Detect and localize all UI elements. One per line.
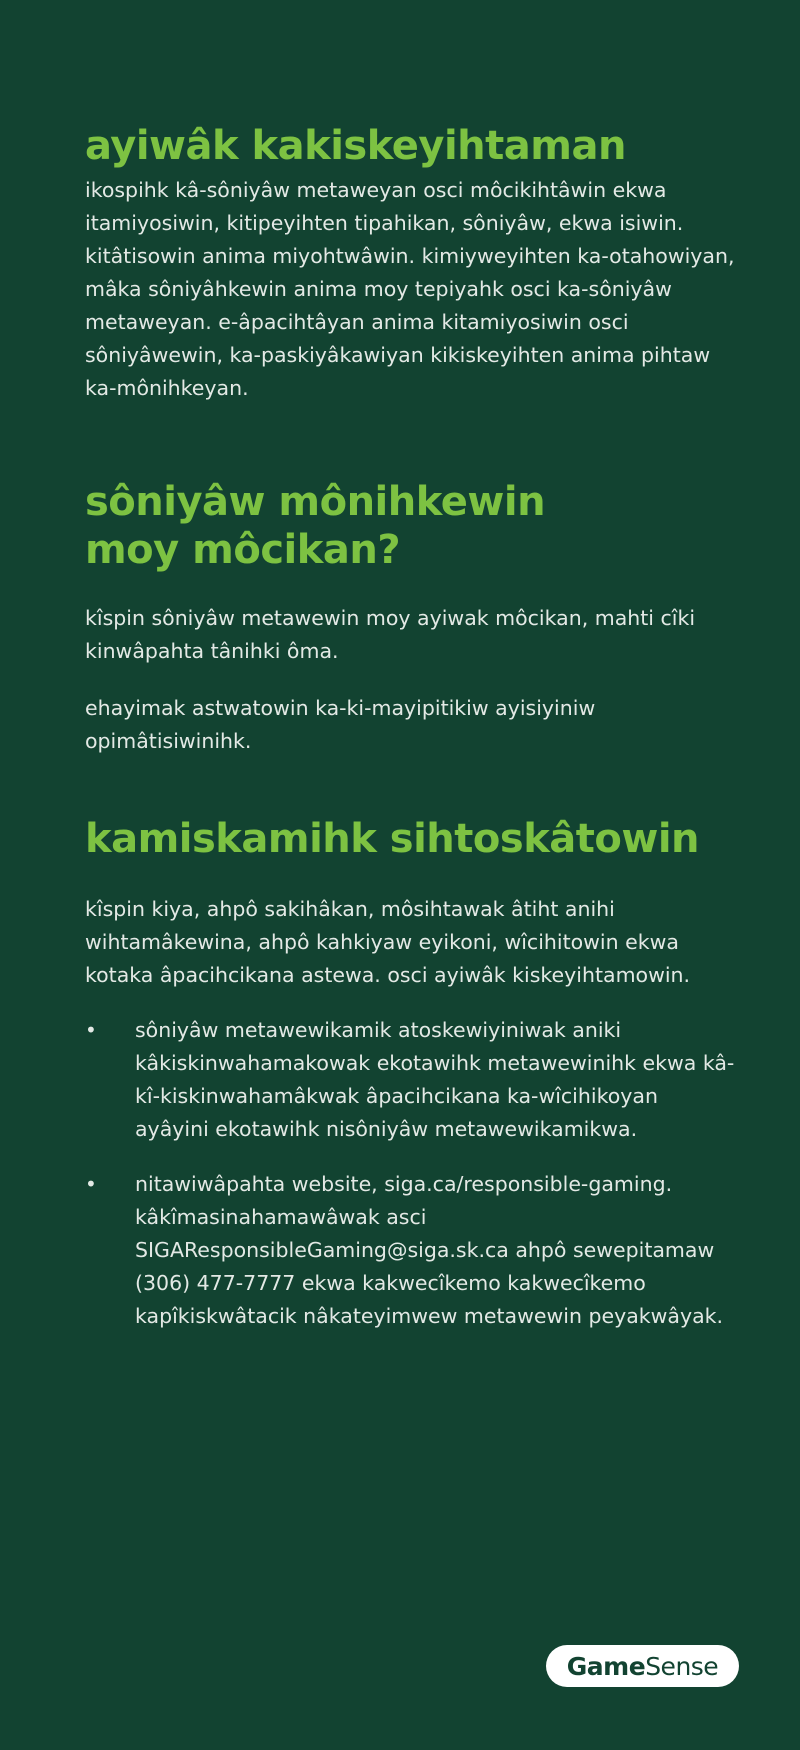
section-heading [85,478,735,574]
list-item-text: nitawiwâpahta website, siga.ca/responsible-gaming. kâkîmasinahamawâwak asci SIGAResponsibleGaming@siga.sk.ca ahpô sewepitamaw (306) 477-7777 ekwa kakwecîkemo kakwecîkemo kapîkiskwâtacik nâkateyimwew metawewin peyakwâyak. [135,1172,724,1328]
heading-line: moy môcikan? [85,527,401,573]
logo-text-game: Game [566,1651,646,1681]
section-paragraph: kîspin kiya, ahpô sakihâkan, môsihtawak âtiht anihi wihtamâkewina, ahpô kahkiyaw eyikoni, wîcihitowin ekwa kotaka âpacihcikana astewa. osci ayiwâk kiskeyihtamowin. [85,897,691,987]
help-list [85,1014,735,1333]
section-problem-gambling [85,478,735,758]
list-item [85,1168,735,1333]
section-heading: kamiskamihk sihtoskâtowin [85,816,700,862]
logo-text-sense: Sense [645,1651,719,1681]
section-heading: ayiwâk kakiskeyihtaman [85,123,626,169]
heading-line: sôniyâw mônihkewin [85,479,546,525]
bullet-icon: • [85,1018,97,1042]
bullet-icon: • [85,1172,97,1196]
section-responsible-play [85,122,735,405]
list-item [85,1014,735,1146]
list-item-text: sôniyâw metawewikamik atoskewiyiniwak aniki kâkiskinwahamakowak ekotawihk metawewinihk ekwa kâ-kî-kiskinwahamâkwak âpacihcikana ka-wîcihikoyan ayâyini ekotawihk nisôniyâw metawewikamikwa. [135,1018,735,1141]
section-paragraph: ikospihk kâ-sôniyâw metaweyan osci môcikihtâwin ekwa itamiyosiwin, kitipeyihten tipahikan, sôniyâw, ekwa isiwin. kitâtisowin anima miyohtwâwin. kimiyweyihten ka-otahowiyan, mâka sôniyâhkewin anima moy tepiyahk osci ka-sôniyâw metaweyan. e-âpacihtâyan anima kitamiyosiwin osci sôniyâwewin, ka-paskiyâkawiyan kikiskeyihten anima pihtaw ka-mônihkeyan. [85,178,735,400]
section-paragraph: ehayimak astwatowin ka-ki-mayipitikiw ayisiyiniw opimâtisiwinihk. [85,696,596,753]
gamesense-logo [546,1645,739,1687]
section-finding-help [85,815,735,1355]
section-paragraph: kîspin sôniyâw metawewin moy ayiwak môcikan, mahti cîki kinwâpahta tânihki ôma. [85,606,696,663]
